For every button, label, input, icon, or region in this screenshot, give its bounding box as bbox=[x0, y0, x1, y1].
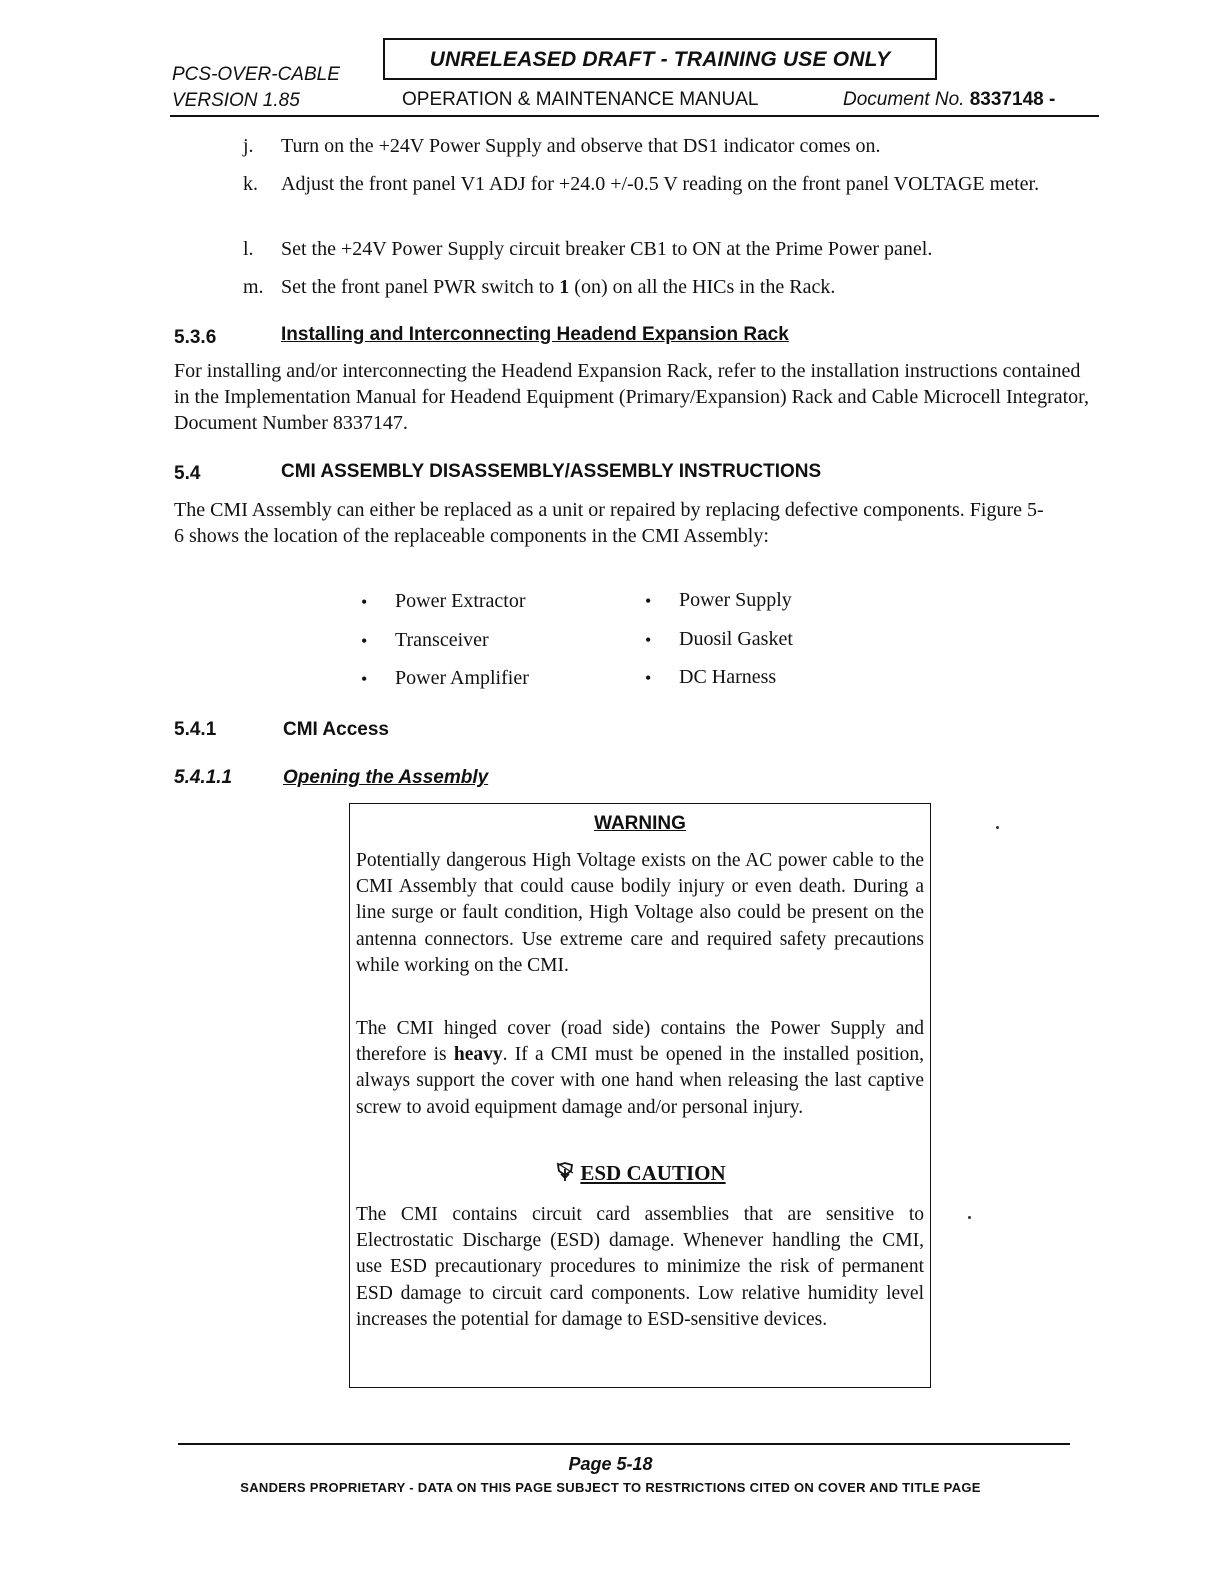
bullet-icon: • bbox=[361, 669, 368, 689]
section-body: The CMI Assembly can either be replaced as a unit or repaired by replacing defective components. Figure 5-6 shows the location of the replaceable components in the CMI Assembly: bbox=[174, 499, 1044, 547]
step-letter: l. bbox=[243, 238, 254, 260]
list-item: Duosil Gasket bbox=[679, 628, 793, 650]
footer-rule bbox=[178, 1443, 1070, 1445]
bullet-icon: • bbox=[361, 592, 368, 612]
product-name: PCS-OVER-CABLE bbox=[172, 64, 340, 85]
bullet-icon: • bbox=[645, 668, 652, 688]
step-letter: j. bbox=[243, 135, 254, 157]
step-letter: m. bbox=[243, 276, 264, 298]
page-number: Page 5-18 bbox=[568, 1454, 653, 1474]
proprietary-notice: SANDERS PROPRIETARY - DATA ON THIS PAGE SUBJECT TO RESTRICTIONS CITED ON COVER AND TITLE PAGE bbox=[240, 1480, 981, 1495]
section-body: For installing and/or interconnecting the Headend Expansion Rack, refer to the installation instructions contained in the Implementation Manual for Headend Equipment (Primary/Expansion) Rack and Cable Microcell Integrator, Document Number 8337147. bbox=[174, 360, 1090, 434]
subsection-title: Opening the Assembly bbox=[283, 767, 489, 788]
version-label: VERSION 1.85 bbox=[172, 90, 300, 111]
esd-paragraph: The CMI contains circuit card assemblies that are sensitive to Electrostatic Discharge (ESD) damage. Whenever handling the CMI, use ESD precautionary procedures to minimize the risk of permanent ESD damage to circuit card components. Low relative humidity level increases the potential for damage to ESD-sensitive devices. bbox=[356, 1204, 924, 1330]
step-text-part: (on) on all the HICs in the Rack. bbox=[569, 276, 836, 298]
esd-caution-heading bbox=[350, 1160, 930, 1186]
doc-label: Document No. bbox=[843, 89, 965, 110]
bullet-icon: • bbox=[645, 591, 652, 611]
step-letter: k. bbox=[243, 173, 258, 195]
document-number bbox=[843, 89, 1055, 111]
bullet-icon: • bbox=[645, 630, 652, 650]
scan-speck bbox=[968, 1216, 971, 1219]
section-title: CMI Access bbox=[283, 719, 389, 740]
section-title: CMI ASSEMBLY DISASSEMBLY/ASSEMBLY INSTRUCTIONS bbox=[281, 461, 822, 482]
warning-box bbox=[349, 803, 931, 1388]
step-text-bold: 1 bbox=[559, 276, 570, 298]
manual-title: OPERATION & MAINTENANCE MANUAL bbox=[402, 89, 759, 110]
scan-speck bbox=[996, 826, 999, 829]
subsection-number: 5.4.1.1 bbox=[174, 767, 233, 788]
warning-text-part: The CMI hinged cover (road side) contains the Power Supply and therefore is bbox=[356, 1018, 924, 1066]
section-number: 5.4.1 bbox=[174, 719, 217, 740]
warning-title: WARNING bbox=[594, 813, 686, 834]
warning-text-bold: heavy bbox=[453, 1044, 503, 1066]
list-item: DC Harness bbox=[679, 666, 777, 688]
step-text bbox=[281, 274, 1101, 300]
warning-text-part: . If a CMI must be opened in the installed position, always support the cover with one hand when releasing the last captive screw to avoid equipment damage and/or personal injury. bbox=[356, 1044, 924, 1118]
step-text-part: Set the front panel PWR switch to bbox=[281, 276, 560, 298]
step-text: Set the +24V Power Supply circuit breaker CB1 to ON at the Prime Power panel. bbox=[281, 238, 933, 260]
list-item: Transceiver bbox=[395, 629, 489, 651]
esd-caution-title: ESD CAUTION bbox=[580, 1161, 726, 1185]
list-item: Power Supply bbox=[679, 589, 792, 611]
step-text: Adjust the front panel V1 ADJ for +24.0 +/-0.5 V reading on the front panel VOLTAGE meter. bbox=[281, 173, 1040, 195]
list-item: Power Extractor bbox=[395, 590, 526, 612]
esd-hand-icon bbox=[554, 1161, 576, 1183]
header-rule bbox=[170, 115, 1099, 117]
step-text: Turn on the +24V Power Supply and observe that DS1 indicator comes on. bbox=[281, 135, 881, 157]
draft-banner: UNRELEASED DRAFT - TRAINING USE ONLY bbox=[383, 38, 937, 80]
doc-number-value: 8337148 - bbox=[969, 89, 1056, 110]
section-title: Installing and Interconnecting Headend Expansion Rack bbox=[281, 324, 789, 345]
section-number: 5.4 bbox=[174, 463, 201, 484]
section-number: 5.3.6 bbox=[174, 327, 217, 348]
warning-paragraph: Potentially dangerous High Voltage exists on the AC power cable to the CMI Assembly that could cause bodily injury or even death. During a line surge or fault condition, High Voltage also could be present on the antenna connectors. Use extreme care and required safety precautions while working on the CMI. bbox=[356, 850, 924, 976]
list-item: Power Amplifier bbox=[395, 667, 529, 689]
bullet-icon: • bbox=[361, 631, 368, 651]
warning-paragraph bbox=[356, 1016, 924, 1121]
